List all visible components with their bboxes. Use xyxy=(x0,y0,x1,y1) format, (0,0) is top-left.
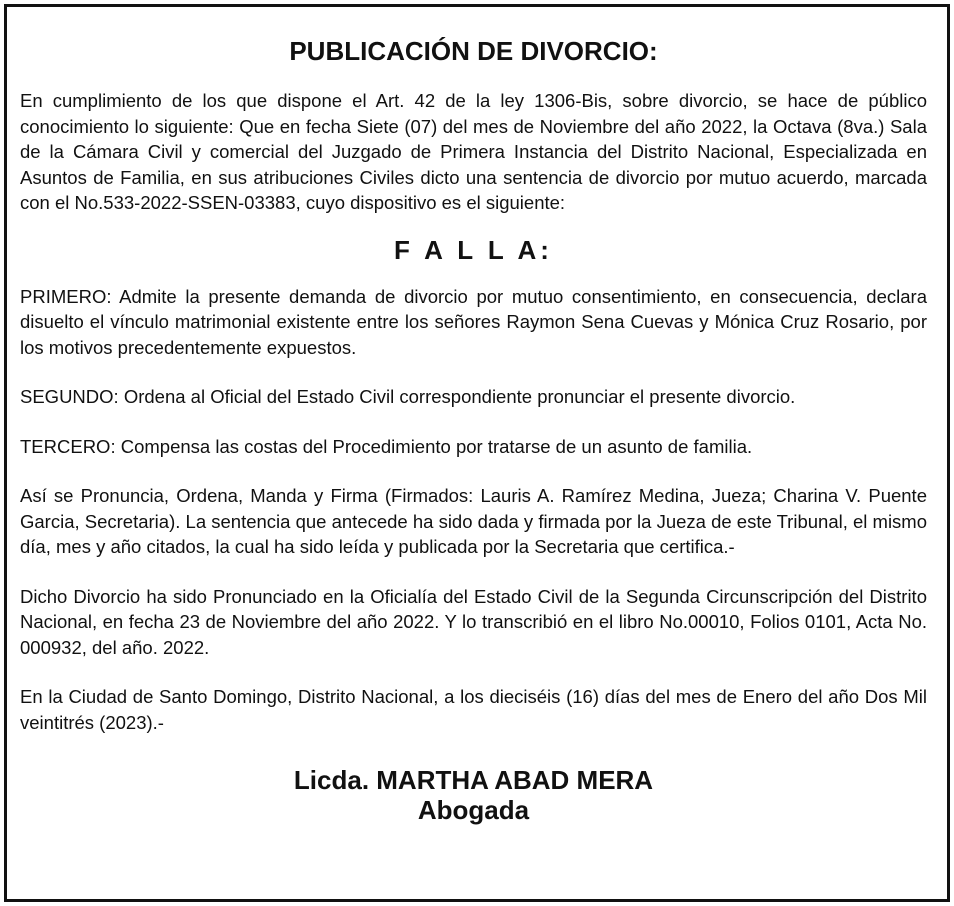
signature-block xyxy=(20,765,927,825)
segundo-paragraph: SEGUNDO: Ordena al Oficial del Estado Civil correspondiente pronunciar el presente divorcio. xyxy=(20,386,796,407)
signature-role: Abogada xyxy=(417,795,530,825)
intro-paragraph: En cumplimiento de los que dispone el Art. 42 de la ley 1306-Bis, sobre divorcio, se hace de público conocimiento lo siguiente: Que en fecha Siete (07) del mes de Noviembre del año 2022, la Octava (8va.) Sala de la Cámara Civil y comercial del Juzgado de Primera Instancia del Distrito Nacional, Especializada en Asuntos de Familia, en sus atribuciones Civiles dicto una sentencia de divorcio por mutuo acuerdo, marcada con el No.533-2022-SSEN-03383, cuyo dispositivo es el siguiente: xyxy=(20,90,927,213)
paragraph-gap xyxy=(20,410,927,434)
paragraph-gap xyxy=(20,560,927,584)
tercero-paragraph: TERCERO: Compensa las costas del Procedimiento por tratarse de un asunto de familia. xyxy=(20,435,753,457)
paragraph-gap xyxy=(20,459,927,483)
primero-paragraph: PRIMERO: Admite la presente demanda de divorcio por mutuo consentimiento, en consecuencia, declara disuelto el vínculo matrimonial existente entre los señores Raymon Sena Cuevas y Mónica Cruz Rosario, por los motivos precedentemente expuestos. xyxy=(20,285,927,358)
signature-name: Licda. MARTHA ABAD MERA xyxy=(293,765,654,795)
paragraph-gap xyxy=(20,360,927,384)
falla-heading: F A L L A: xyxy=(394,234,553,265)
place-date-paragraph: En la Ciudad de Santo Domingo, Distrito Nacional, a los dieciséis (16) días del mes de Enero del año Dos Mil veintitrés (2023).- xyxy=(20,686,927,733)
firmas-paragraph: Así se Pronuncia, Ordena, Manda y Firma (Firmados: Lauris A. Ramírez Medina, Jueza; Charina V. Puente Garcia, Secretaria). La sentencia que antecede ha sido dada y firmada por la Jueza de este Tribunal, el mismo día, mes y año citados, la cual ha sido leída y publicada por la Secretaria que certifica.- xyxy=(20,485,928,557)
document-body xyxy=(20,34,927,825)
paragraph-gap xyxy=(20,660,927,684)
document-title: PUBLICACIÓN DE DIVORCIO: xyxy=(289,36,658,66)
pronunciado-paragraph: Dicho Divorcio ha sido Pronunciado en la Oficialía del Estado Civil de la Segunda Circunscripción del Distrito Nacional, en fecha 23 de Noviembre del año 2022. Y lo transcribió en el libro No.00010, Folios 0101, Acta No. 000932, del año. 2022. xyxy=(20,585,927,658)
